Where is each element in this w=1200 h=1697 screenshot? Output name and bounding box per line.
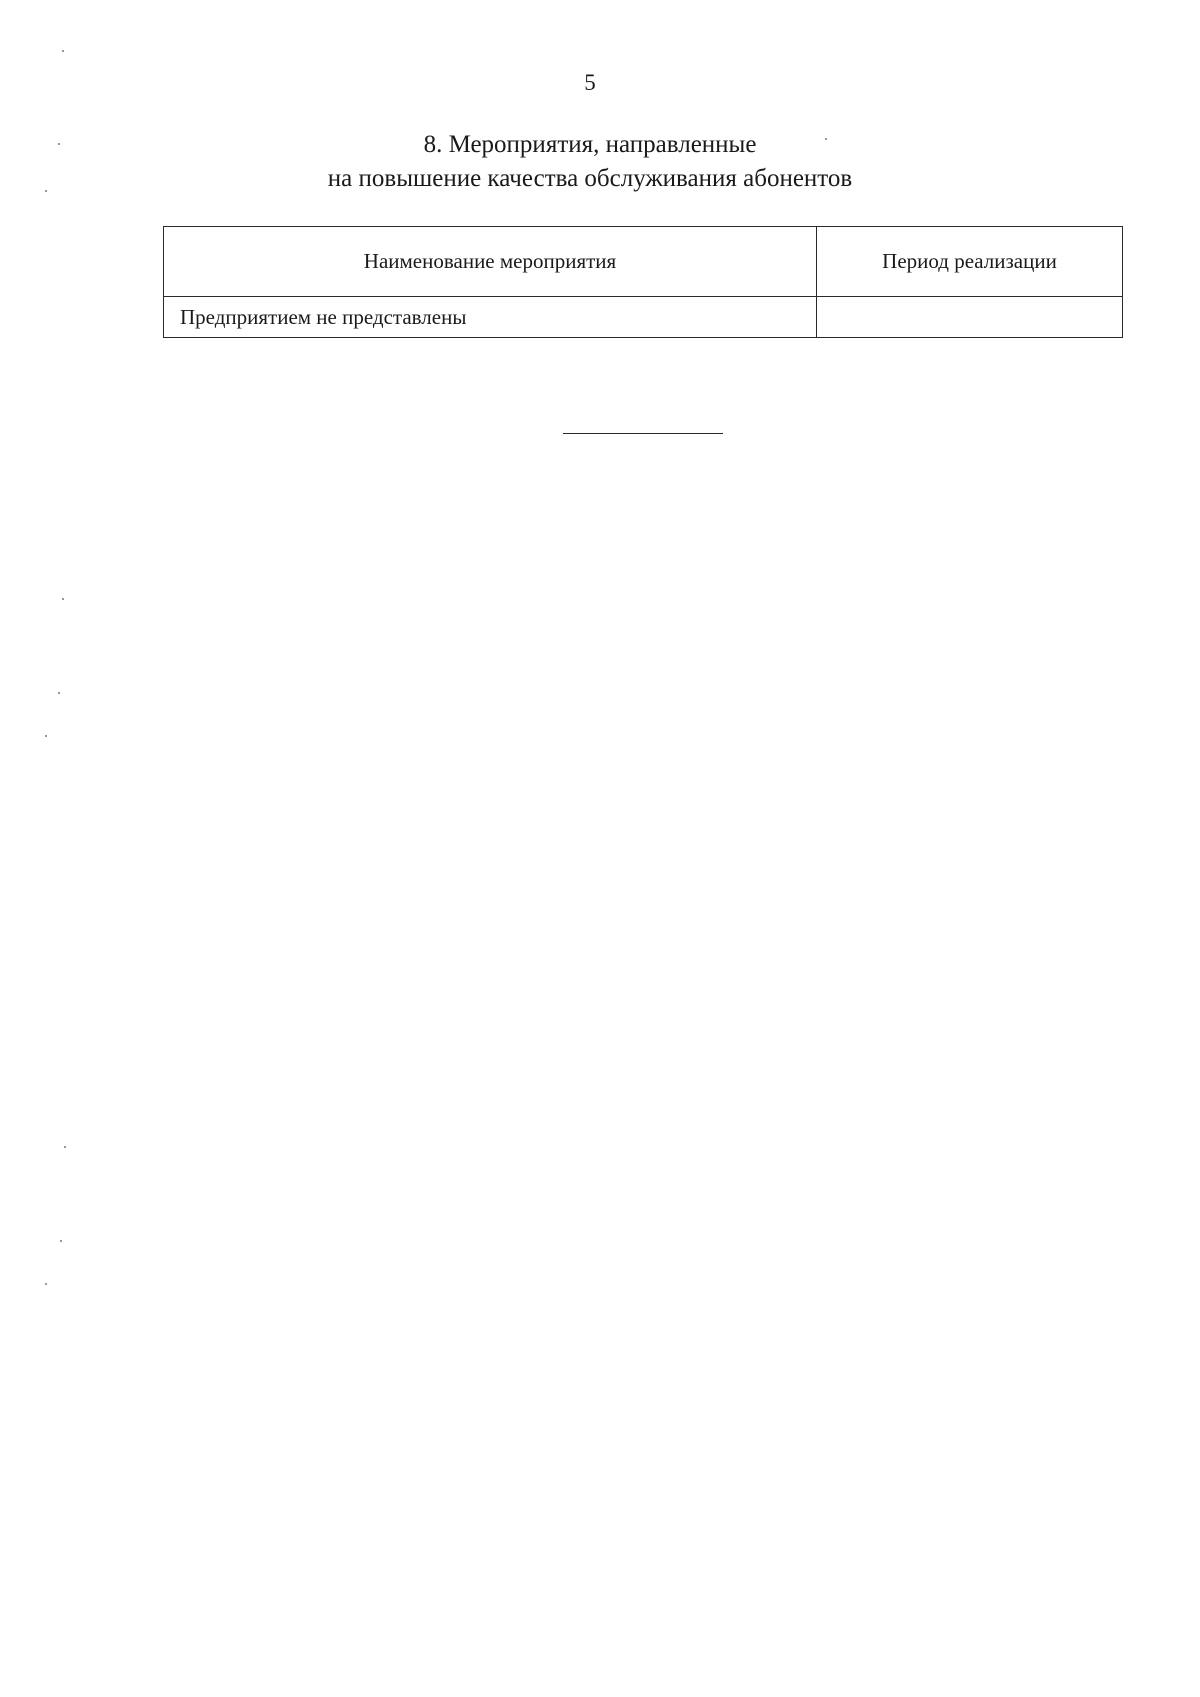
column-header-period: Период реализации [817, 227, 1123, 297]
table-cell-period [817, 297, 1123, 338]
section-title-line-1: 8. Мероприятия, направленные [423, 131, 757, 158]
scan-speck [45, 1283, 47, 1285]
table-cell-name: Предприятием не представлены [164, 297, 817, 338]
scan-speck [58, 143, 60, 145]
scan-speck [62, 50, 64, 52]
scan-speck [825, 138, 827, 140]
table-header-row [164, 227, 1123, 297]
page-number: 5 [584, 70, 596, 95]
scan-speck [58, 692, 60, 694]
scan-speck [62, 598, 64, 600]
measures-table [163, 226, 1123, 338]
section-title [0, 128, 1180, 196]
column-header-name: Наименование мероприятия [164, 227, 817, 297]
scan-speck [45, 190, 47, 192]
scan-speck [60, 1240, 62, 1242]
scan-speck [45, 735, 47, 737]
end-rule-divider [563, 433, 723, 434]
scan-speck [64, 1146, 66, 1148]
table-row [164, 297, 1123, 338]
section-title-line-2: на повышение качества обслуживания абонентов [327, 165, 853, 192]
